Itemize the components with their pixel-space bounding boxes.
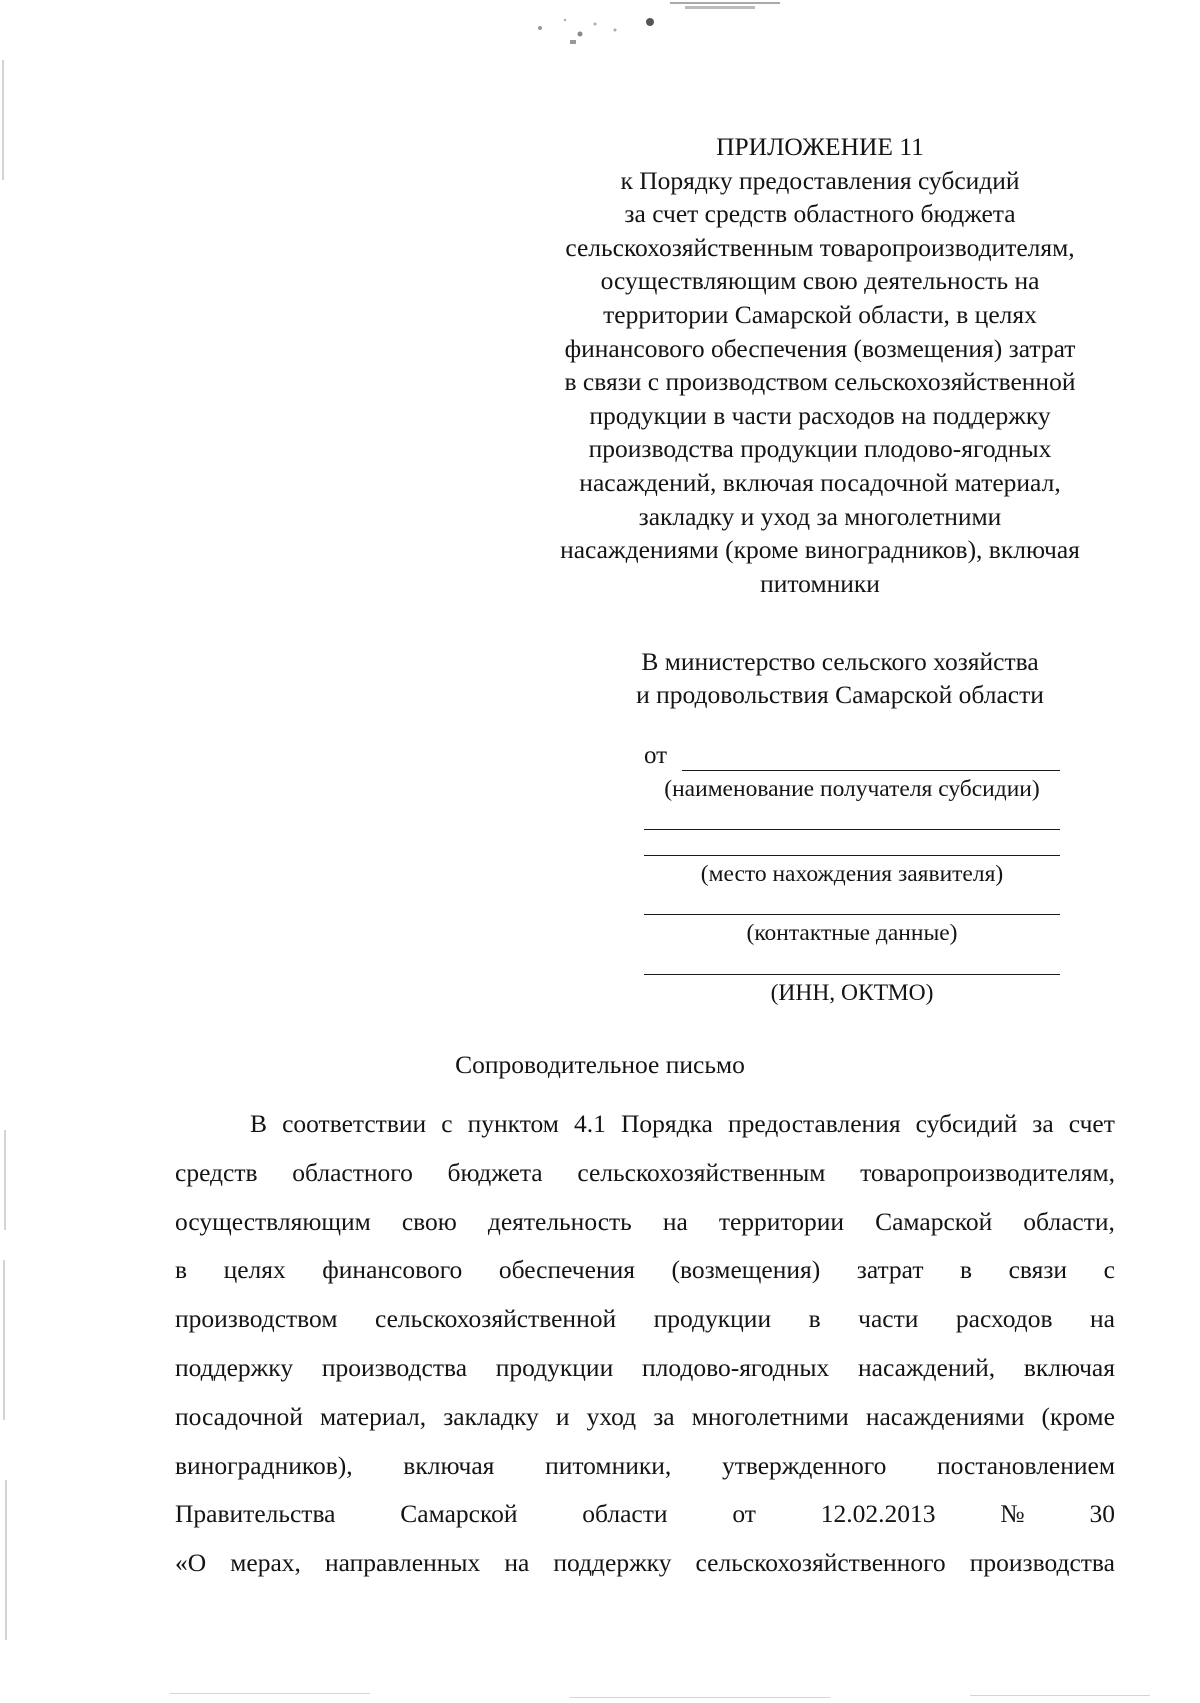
body-line <box>175 1246 1115 1295</box>
blank-line <box>644 829 1060 830</box>
body-word: «О <box>175 1548 207 1578</box>
contacts-caption: (контактные данные) <box>746 920 958 946</box>
letter-title: Сопроводительное письмо <box>455 1050 745 1079</box>
letter-body <box>175 1100 1115 1588</box>
body-word: расходов <box>955 1304 1053 1334</box>
body-word: пунктом <box>467 1109 559 1138</box>
body-word: направленных <box>324 1548 481 1578</box>
body-word: осуществляющим <box>175 1206 371 1236</box>
body-word: Самарской <box>875 1206 993 1236</box>
appendix-line: осуществляющим свою деятельность на <box>600 266 1040 296</box>
body-word: виноградников), <box>175 1450 353 1480</box>
body-word: областного <box>292 1157 413 1187</box>
body-line <box>175 1539 1115 1588</box>
body-word: товаропроизводителям, <box>860 1157 1115 1187</box>
body-word: постановлением <box>936 1450 1115 1480</box>
body-word: насаждений, <box>858 1352 996 1382</box>
scan-noise-left-edge <box>0 0 14 1703</box>
body-line <box>175 1490 1115 1539</box>
body-word: плодово-ягодных <box>641 1352 830 1382</box>
body-word: поддержку <box>553 1548 672 1578</box>
body-word: сельскохозяйственной <box>374 1304 617 1334</box>
body-word: сельскохозяйственным <box>577 1157 826 1187</box>
location-caption: (место нахождения заявителя) <box>700 861 1004 887</box>
body-word: субсидий <box>915 1109 1018 1138</box>
body-line <box>175 1393 1115 1442</box>
addressee-line: и продовольствия Самарской области <box>636 680 1044 709</box>
location-line <box>644 855 1060 856</box>
appendix-line: закладку и уход за многолетними <box>638 501 1002 531</box>
contacts-line <box>644 914 1060 915</box>
body-word: поддержку <box>175 1352 294 1382</box>
from-label: от <box>644 742 668 769</box>
body-word: закладку <box>443 1401 539 1431</box>
body-word: Правительства <box>175 1499 336 1529</box>
body-word: области <box>582 1499 668 1529</box>
body-word: продукции <box>495 1352 614 1382</box>
body-word: с <box>1103 1255 1115 1285</box>
body-word: средств <box>175 1157 258 1187</box>
appendix-line: насаждений, включая посадочной материал, <box>579 467 1061 497</box>
body-word: территории <box>718 1206 845 1236</box>
appendix-line: продукции в части расходов на поддержку <box>589 400 1051 430</box>
inn-caption: (ИНН, ОКТМО) <box>770 980 934 1006</box>
body-word: в <box>175 1255 188 1285</box>
body-line <box>175 1198 1115 1247</box>
body-word: на <box>504 1548 530 1578</box>
recipient-caption: (наименование получателя субсидии) <box>664 776 1040 802</box>
body-word: (кроме <box>1041 1401 1115 1431</box>
scan-noise-bottom <box>150 1683 1200 1703</box>
appendix-line: насаждениями (кроме виноградников), включая <box>560 535 1080 565</box>
appendix-line: территории Самарской области, в целях <box>603 299 1037 329</box>
addressee-block <box>560 645 1120 711</box>
body-word: в <box>960 1255 973 1285</box>
body-word: и <box>555 1401 570 1431</box>
body-word: бюджета <box>447 1157 543 1187</box>
body-word: области, <box>1023 1206 1115 1236</box>
body-word: мерах, <box>230 1548 301 1578</box>
body-word: связи <box>1008 1255 1068 1285</box>
body-word: включая <box>1023 1352 1115 1382</box>
body-word: многолетними <box>691 1401 849 1431</box>
body-word: счет <box>1068 1109 1115 1138</box>
body-word: в <box>808 1304 821 1334</box>
body-line <box>175 1344 1115 1393</box>
body-word: на <box>1090 1304 1115 1334</box>
body-word: обеспечения <box>498 1255 635 1285</box>
body-word: Самарской <box>400 1499 518 1529</box>
body-word: материал, <box>320 1401 427 1431</box>
body-word: производства <box>969 1548 1115 1578</box>
body-word: 4.1 <box>574 1109 606 1138</box>
appendix-line: сельскохозяйственным товаропроизводителям, <box>565 232 1075 262</box>
body-word: № <box>1000 1499 1025 1529</box>
body-word: производства <box>321 1352 468 1382</box>
addressee-line: В министерство сельского хозяйства <box>641 647 1039 676</box>
body-word: (возмещения) <box>671 1255 821 1285</box>
body-word: за <box>653 1401 675 1431</box>
body-word: В <box>250 1109 268 1138</box>
body-word: Порядка <box>620 1109 713 1138</box>
appendix-line: финансового обеспечения (возмещения) затрат <box>564 333 1076 363</box>
body-word: затрат <box>856 1255 924 1285</box>
body-word: части <box>858 1304 919 1334</box>
body-word: за <box>1032 1109 1054 1138</box>
body-word: предоставления <box>727 1109 901 1138</box>
body-word: сельскохозяйственного <box>695 1548 946 1578</box>
body-word: на <box>662 1206 688 1236</box>
appendix-header <box>500 130 1140 600</box>
body-word: утвержденного <box>721 1450 887 1480</box>
recipient-name-line <box>682 770 1060 771</box>
body-word: 30 <box>1089 1499 1115 1529</box>
body-line <box>175 1149 1115 1198</box>
inn-line <box>644 974 1060 975</box>
body-word: питомники, <box>545 1450 672 1480</box>
appendix-line: питомники <box>760 568 880 598</box>
appendix-line: за счет средств областного бюджета <box>624 199 1016 229</box>
body-word: целях <box>223 1255 286 1285</box>
body-word: соответствии <box>282 1109 427 1138</box>
appendix-title: ПРИЛОЖЕНИЕ 11 <box>716 132 924 161</box>
body-word: деятельность <box>487 1206 632 1236</box>
body-line <box>175 1295 1115 1344</box>
body-word: финансового <box>322 1255 463 1285</box>
body-word: свою <box>401 1206 457 1236</box>
body-word: от <box>732 1499 756 1529</box>
appendix-line: к Порядку предоставления субсидий <box>620 165 1020 195</box>
body-word: уход <box>586 1401 637 1431</box>
body-word: посадочной <box>175 1401 303 1431</box>
body-word: включая <box>403 1450 495 1480</box>
appendix-line: производства продукции плодово-ягодных <box>588 434 1052 464</box>
body-word: производством <box>175 1304 338 1334</box>
appendix-line: в связи с производством сельскохозяйственной <box>564 367 1076 397</box>
body-word: с <box>441 1109 453 1138</box>
body-line <box>175 1442 1115 1491</box>
scan-noise-top <box>470 0 810 50</box>
body-word: 12.02.2013 <box>820 1499 936 1529</box>
body-line <box>175 1100 1115 1149</box>
body-word: продукции <box>653 1304 772 1334</box>
body-word: насаждениями <box>865 1401 1025 1431</box>
